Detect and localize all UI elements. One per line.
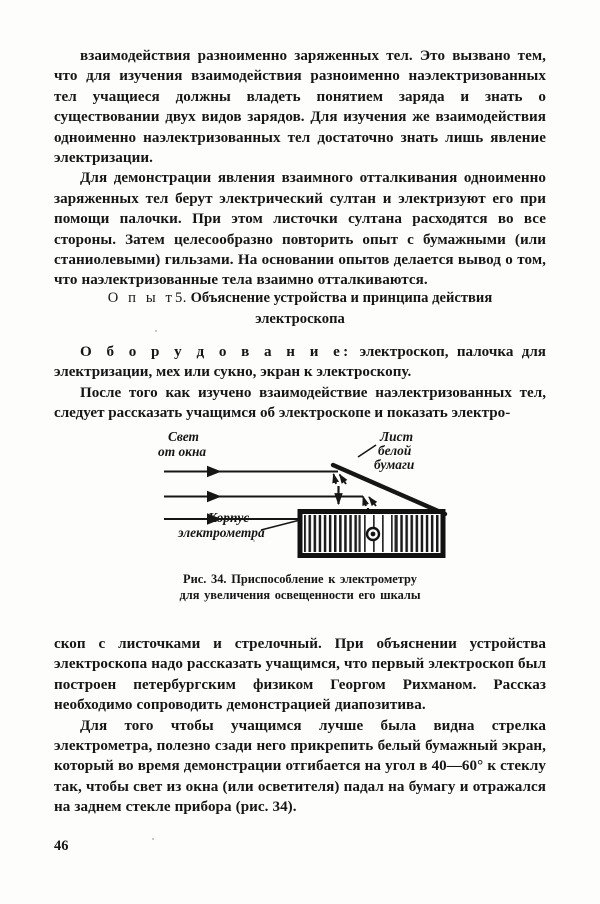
figure-34 <box>130 424 470 612</box>
figure-34-drawing <box>130 424 470 570</box>
scan-speck <box>253 540 255 542</box>
paper-label-leader <box>358 445 376 457</box>
label-case-line2: электрометра <box>178 525 265 540</box>
equipment-list: электроскоп, палочка для электризации, мех или сукно, экран к электроскопу. <box>54 344 546 381</box>
body-text-bottom <box>54 634 546 818</box>
experiment-heading <box>54 288 546 330</box>
electrometer-knob-center <box>371 532 376 537</box>
label-paper-line2: белой <box>378 443 412 458</box>
page-number: 46 <box>54 838 69 854</box>
equipment-paragraph <box>54 342 546 383</box>
reflected-arrow-1a <box>334 474 337 484</box>
figure-caption-line2: для увеличения освещенности его шкалы <box>179 587 421 602</box>
experiment-number: 5. <box>174 290 187 306</box>
body-text-top <box>54 46 546 291</box>
label-light-line1: Свет <box>168 429 199 444</box>
label-paper-line3: бумаги <box>374 457 415 472</box>
equipment-block <box>54 342 546 424</box>
electrometer-case <box>300 512 443 556</box>
paragraph-2: Для демонстрации явления взаимного отталкивания одноименно заряженных тел берут электрический султан и электризуют его при помощи палочки. При этом листочки султана расходятся во все стороны. Затем целесообразно повторить опыт с бумажными (или станиолевыми) гильзами. На основании опытов делается вывод о том, что наэлектризованные тела взаимно отталкиваются. <box>54 170 546 289</box>
equipment-label: О б о р у д о в а н и е: <box>80 344 352 360</box>
equipment-intro: После того как изучено взаимодействие наэлектризованных тел, следует рассказать учащимся об электроскопе и показать электро- <box>54 384 546 422</box>
figure-caption-line1: Рис. 34. Приспособление к электрометру <box>183 572 417 586</box>
experiment-lead-label: О п ы т <box>107 290 175 306</box>
case-label-leader <box>261 520 300 530</box>
paragraph-4: Для того чтобы учащимся лучше была видна стрелка электрометра, полезно сзади него прикрепить белый бумажный экран, который во время демонстрации отгибается на угол в 40—60° к стеклу так, чтобы свет из окна (или осветителя) падал на бумагу и отражался на заднем стекле прибора (рис. 34). <box>54 717 546 816</box>
reflected-arrow-1b <box>340 475 347 485</box>
white-paper-sheet <box>333 465 445 514</box>
label-case-line1: Корпус <box>208 510 250 525</box>
figure-caption <box>130 572 470 603</box>
label-light-line2: от окна <box>158 444 207 459</box>
paragraph-1: взаимодействия разноименно заряженных тел. Это вызвано тем, что для изучения взаимодействия разноименно наэлектризованных тел учащиеся должны владеть понятием заряда и знать о существовании двух видов зарядов. Для изучения же взаимодействия одноименно наэлектризованных тел достаточно знать лишь явление электризации. <box>54 48 546 167</box>
scan-speck <box>152 838 154 840</box>
experiment-title-line1: Объяснение устройства и принципа действия <box>190 290 493 306</box>
reflected-arrow-2b <box>369 497 376 506</box>
scan-speck <box>155 330 157 332</box>
label-paper-line1: Лист <box>380 429 413 444</box>
experiment-title-line2: электроскопа <box>255 311 345 327</box>
paragraph-3: скоп с листочками и стрелочный. При объяснении устройства электроскопа надо рассказать учащимся, что первый электроскоп был построен петербургским физиком Георгом Рихманом. Рассказ необходимо сопроводить демонстрацией диапозитива. <box>54 636 546 714</box>
reflected-arrow-2a <box>363 497 366 507</box>
